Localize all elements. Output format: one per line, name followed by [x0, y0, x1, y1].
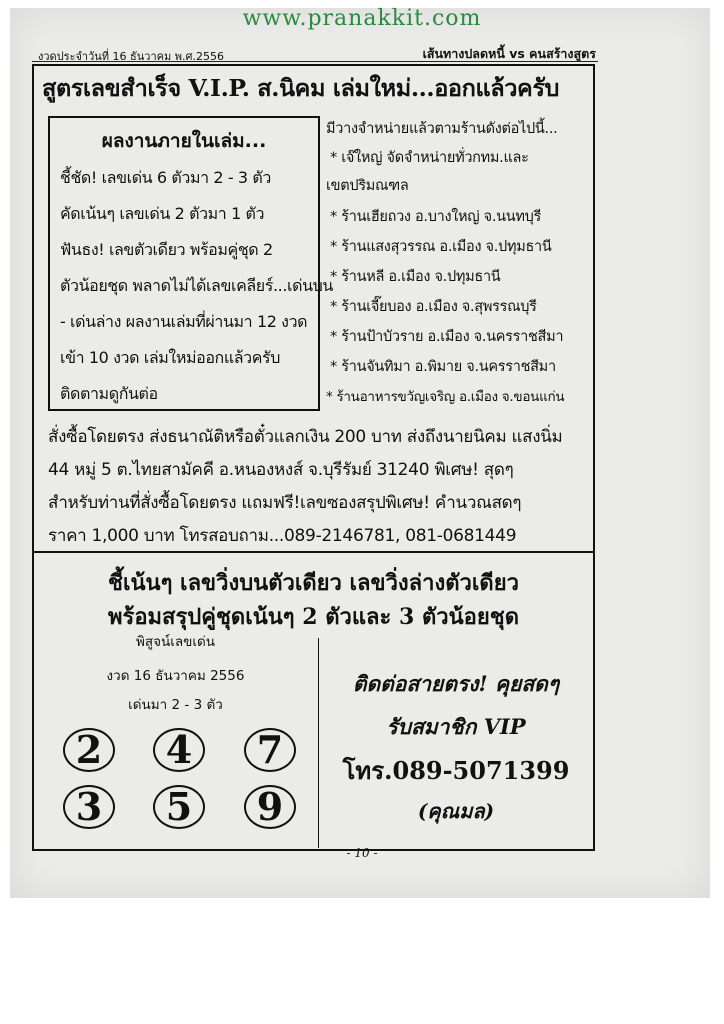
dealer-item: * ร้านหลี อ.เมือง จ.ปทุมธานี [330, 269, 501, 285]
proof-draw-date: งวด 16 ธันวาคม 2556 [106, 668, 245, 684]
order-info-line: สั่งซื้อโดยตรง ส่งธนาณัติหรือตั๋วแลกเงิน 200 บาท ส่งถึงนายนิคม แสงนิ่ม [48, 427, 563, 447]
lucky-number-ball: 9 [244, 785, 296, 829]
results-line: ตัวน้อยชุด พลาดไม่ได้เลขเคลียร์...เด่นบน [60, 276, 333, 295]
page-number: - 10 - [346, 846, 378, 860]
header-rule [32, 61, 598, 62]
lucky-number-ball: 2 [63, 728, 115, 772]
lucky-number-ball: 7 [244, 728, 296, 772]
dealer-item: * เจ๊ใหญ่ จัดจำหน่ายทั่วกทม.และ [330, 150, 529, 166]
promo-line: ชี้เน้นๆ เลขวิ่งบนตัวเดียว เลขวิ่งล่างตัวเดียว [108, 570, 519, 596]
promo-line: พร้อมสรุปคู่ชุดเน้นๆ 2 ตัวและ 3 ตัวน้อยชุด [108, 604, 519, 630]
dealer-item: * ร้านป้าบัวราย อ.เมือง จ.นครราชสีมา [330, 329, 564, 345]
dealer-item: * ร้านอาหารขวัญเจริญ อ.เมือง จ.ขอนแก่น [326, 389, 565, 405]
results-line: ชี้ชัด! เลขเด่น 6 ตัวมา 2 - 3 ตัว [60, 168, 271, 187]
results-line: เข้า 10 งวด เล่มใหม่ออกแล้วครับ [60, 348, 280, 367]
contact-headline: ติดต่อสายตรง! คุยสดๆ [352, 671, 560, 696]
advert-title: สูตรเลขสำเร็จ V.I.P. ส.นิคม เล่มใหม่...ออกแล้วครับ [42, 74, 560, 102]
lucky-number-ball: 5 [153, 785, 205, 829]
results-line: คัดเน้นๆ เลขเด่น 2 ตัวมา 1 ตัว [60, 204, 265, 223]
contact-membership: รับสมาชิก VIP [386, 714, 526, 739]
dealer-item: * ร้านเฮียถวง อ.บางใหญ่ จ.นนทบุรี [330, 209, 542, 225]
results-line: ติดตามดูกันต่อ [60, 384, 158, 403]
order-info-line: 44 หมู่ 5 ต.ไทยสามัคคี อ.หนองหงส์ จ.บุรีรัมย์ 31240 พิเศษ! สุดๆ [48, 460, 514, 480]
dealer-item: * ร้านจันทิมา อ.พิมาย จ.นครราชสีมา [330, 359, 556, 375]
results-box [48, 116, 333, 411]
dealers-intro: มีวางจำหน่ายแล้วตามร้านดังต่อไปนี้... [326, 121, 558, 137]
order-info-line: ราคา 1,000 บาท โทรสอบถาม...089-2146781, 081-0681449 [48, 526, 517, 546]
results-line: - เด่นล่าง ผลงานเล่มที่ผ่านมา 12 งวด [60, 312, 308, 331]
results-line: ฟันธง! เลขตัวเดียว พร้อมคู่ชุด 2 [60, 240, 273, 259]
dealer-item: * ร้านแสงสุวรรณ อ.เมือง จ.ปทุมธานี [330, 239, 552, 255]
results-box-title: ผลงานภายในเล่ม... [101, 130, 267, 152]
watermark-url: www.pranakkit.com [242, 6, 482, 31]
lucky-number-ball: 3 [63, 785, 115, 829]
header-column-title: เส้นทางปลดหนี้ vs คนสร้างสูตร [422, 46, 596, 61]
proof-title: พิสูจน์เลขเด่น [135, 634, 215, 650]
dealer-item: * ร้านเจี๊ยบอง อ.เมือง จ.สุพรรณบุรี [330, 299, 537, 315]
header-date: งวดประจำวันที่ 16 ธันวาคม พ.ศ.2556 [38, 50, 224, 63]
contact-phone: โทร.089-5071399 [342, 756, 570, 785]
dealer-item: เขตปริมณฑล [326, 178, 409, 194]
order-info-line: สำหรับท่านที่สั่งซื้อโดยตรง แถมฟรี!เลขซองสรุปพิเศษ! คำนวณสดๆ [48, 493, 522, 513]
contact-name: (คุณมล) [417, 799, 495, 823]
proof-note: เด่นมา 2 - 3 ตัว [128, 697, 223, 713]
section-divider [33, 551, 594, 553]
lucky-number-ball: 4 [153, 728, 205, 772]
